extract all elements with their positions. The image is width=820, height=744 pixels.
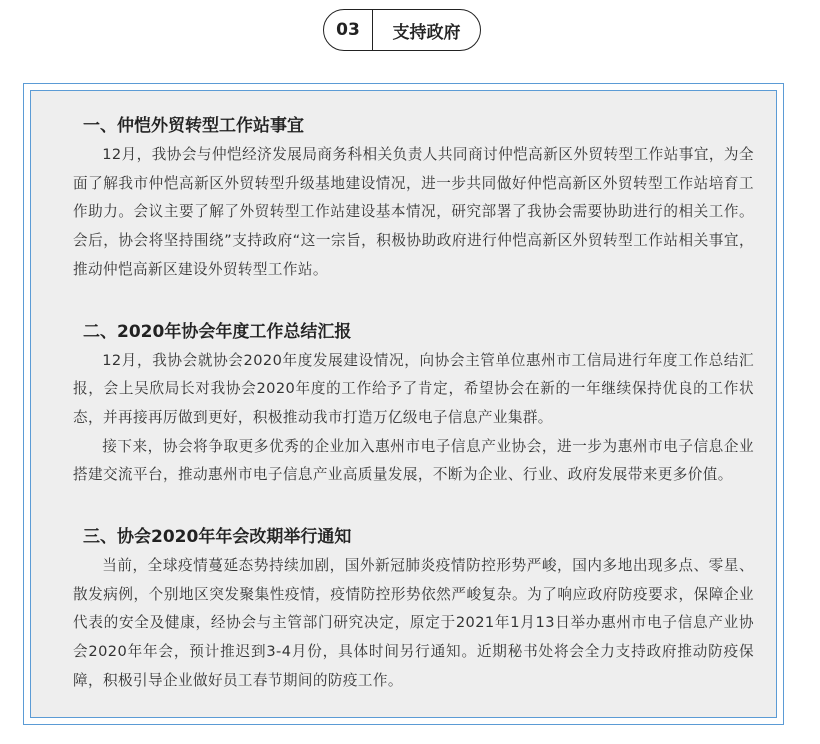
section-number: 03 <box>324 10 373 50</box>
article-heading: 一、仲恺外贸转型工作站事宜 <box>83 116 304 136</box>
article-paragraph: 12月，我协会就协会2020年度发展建设情况，向协会主管单位惠州市工信局进行年度工作总结汇报，会上吴欣局长对我协会2020年度的工作给予了肯定，希望协会在新的一年继续保持优良的工作状态，并再接再厉做到更好，积极推动我市打造万亿级电子信息产业集群。 <box>73 351 754 426</box>
article-paragraph: 当前，全球疫情蔓延态势持续加剧，国外新冠肺炎疫情防控形势严峻，国内多地出现多点、零星、散发病例，个别地区突发聚集性疫情，疫情防控形势依然严峻复杂。为了响应政府防疫要求，保障企业代表的安全及健康，经协会与主管部门研究决定，原定于2021年1月13日举办惠州市电子信息产业协会2020年年会，预计推迟到3-4月份，具体时间另行通知。近期秘书处将会全力支持政府推动防疫保障，积极引导企业做好员工春节期间的防疫工作。 <box>73 557 754 689</box>
article-section <box>73 522 754 696</box>
article-section <box>73 317 754 491</box>
section-spacer <box>73 285 754 317</box>
article-section <box>73 111 754 285</box>
section-badge <box>323 9 481 51</box>
content-box <box>30 90 777 718</box>
article-paragraph: 接下来，协会将争取更多优秀的企业加入惠州市电子信息产业协会，进一步为惠州市电子信息企业搭建交流平台，推动惠州市电子信息产业高质量发展，不断为企业、行业、政府发展带来更多价值。 <box>73 437 754 484</box>
article-heading: 二、2020年协会年度工作总结汇报 <box>83 321 352 342</box>
article-heading: 三、协会2020年年会改期举行通知 <box>83 527 352 548</box>
section-title: 支持政府 <box>392 22 461 43</box>
section-spacer <box>73 490 754 522</box>
content-frame <box>23 83 784 725</box>
article-paragraph: 12月，我协会与仲恺经济发展局商务科相关负责人共同商讨仲恺高新区外贸转型工作站事宜，为全面了解我市仲恺高新区外贸转型升级基地建设情况，进一步共同做好仲恺高新区外贸转型工作站培育工作助力。会议主要了解了外贸转型工作站建设基本情况，研究部署了我协会需要协助进行的相关工作。会后，协会将坚持围绕”支持政府“这一宗旨，积极协助政府进行仲恺高新区外贸转型工作站相关事宜，推动仲恺高新区建设外贸转型工作站。 <box>73 146 754 278</box>
